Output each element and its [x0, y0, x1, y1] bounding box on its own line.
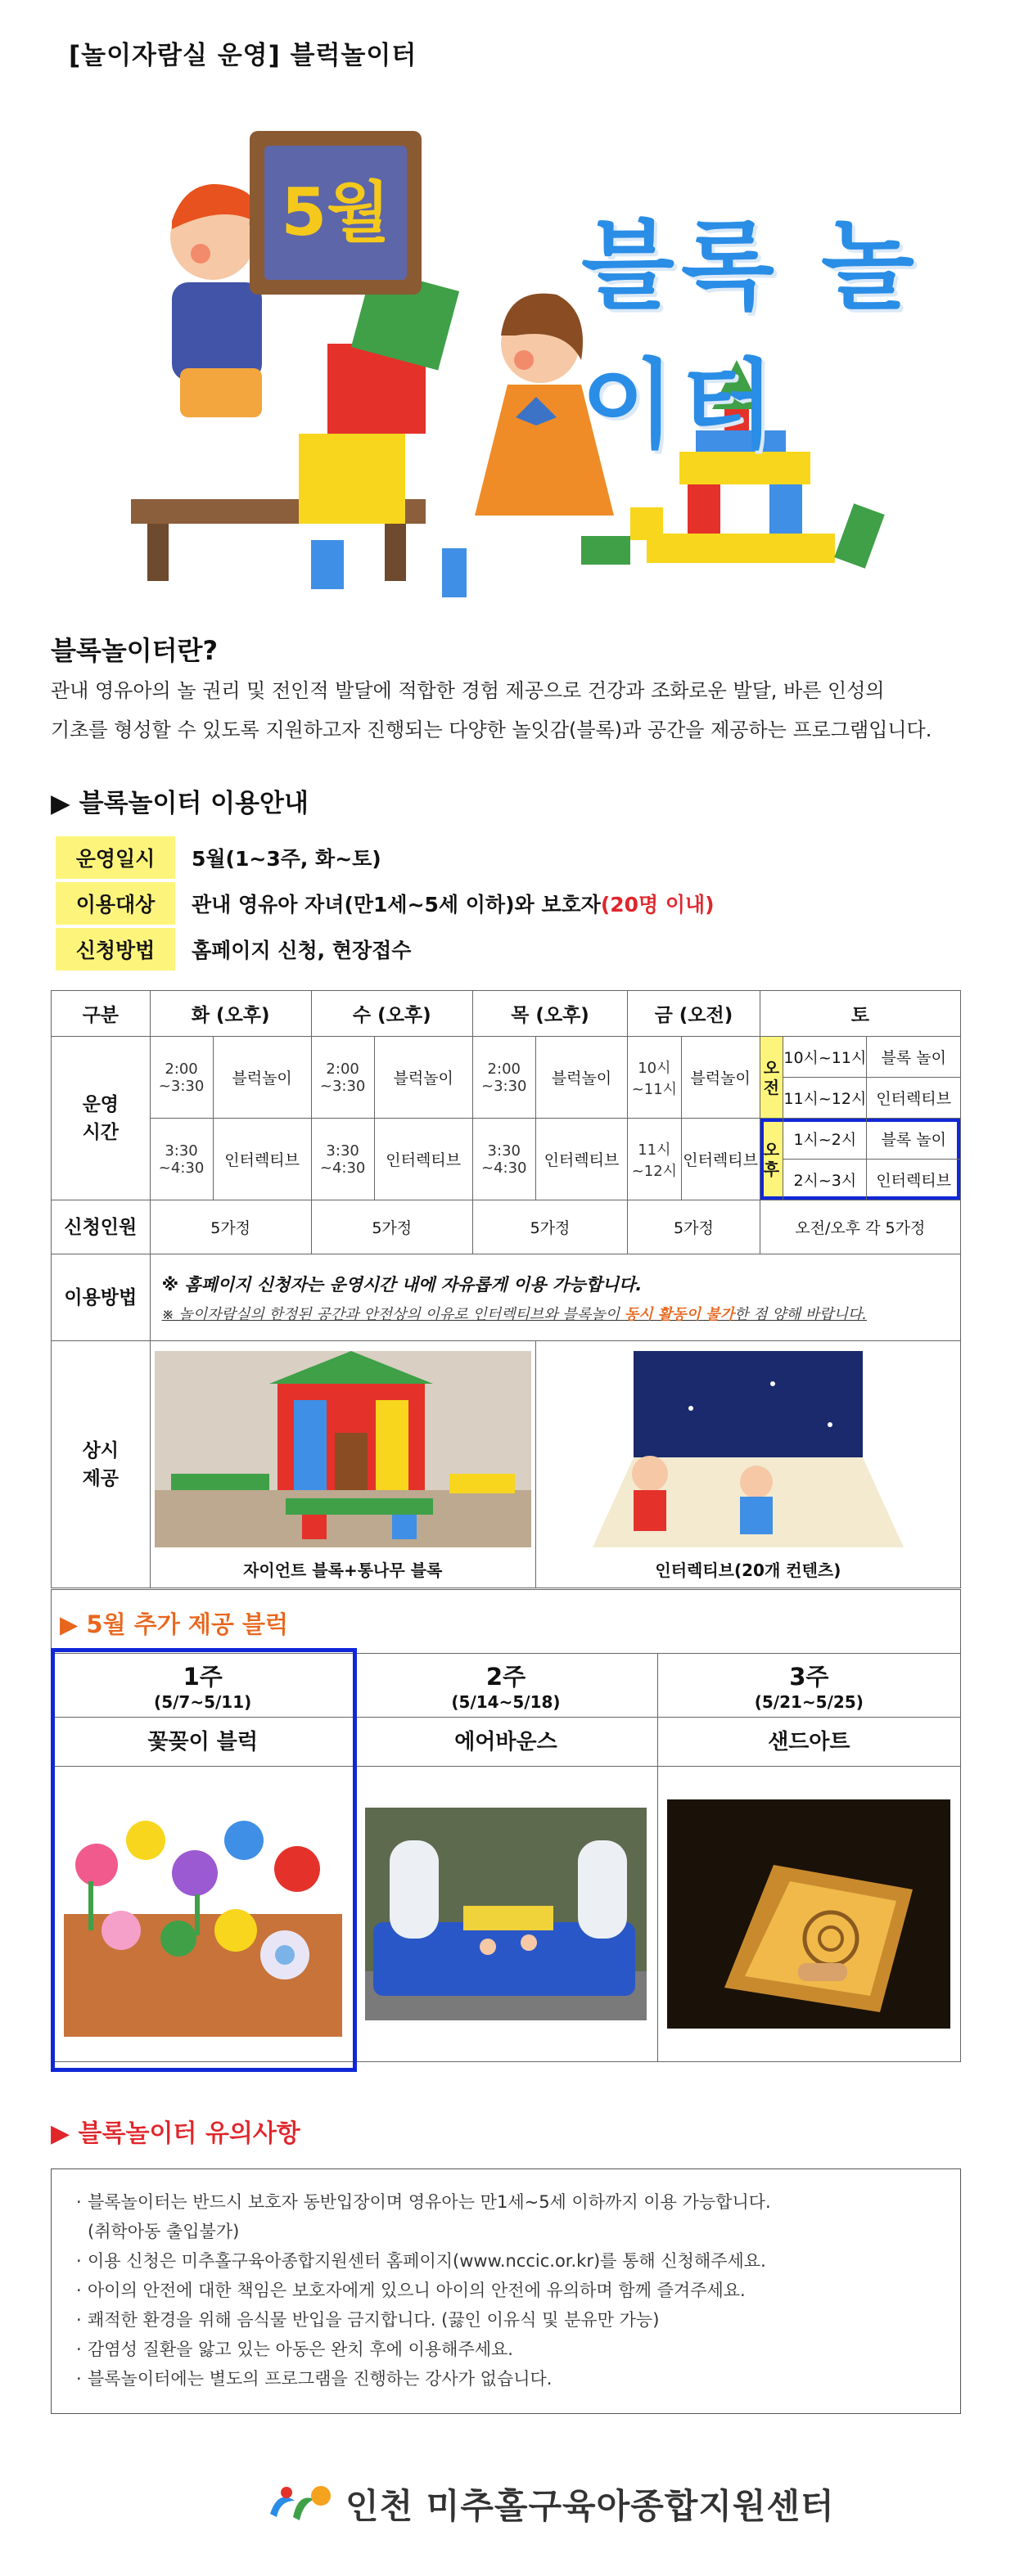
sat-pm-label: 오 후: [760, 1119, 783, 1200]
time-cell: 3:30 ~4:30: [311, 1119, 374, 1200]
row-label-capacity: 신청인원: [52, 1200, 151, 1254]
info-label: 이용대상: [56, 882, 175, 925]
hero-month: 5월: [281, 174, 390, 250]
always-item-caption: 인터렉티브(20개 컨텐츠): [655, 1560, 841, 1580]
capacity-row: [52, 1200, 961, 1254]
air-bounce-photo: [365, 1808, 647, 2020]
month-board: [250, 131, 422, 295]
time-cell: 3:30 ~4:30: [150, 1119, 213, 1200]
activity-cell: 블록 놀이: [867, 1037, 961, 1078]
activity-cell: 인터렉티브: [374, 1119, 472, 1200]
table-header-row: [52, 991, 961, 1037]
hero-title: 블록 놀이터: [581, 209, 922, 462]
week-block-name: 에어바운스: [354, 1718, 656, 1767]
time-cell: 11시~12시: [783, 1078, 867, 1119]
list-item: · 감염성 질환을 앓고 있는 아동은 완치 후에 이용해주세요.: [76, 2340, 513, 2359]
activity-cell: 블럭놀이: [681, 1037, 760, 1119]
table-header: 금 (오전): [628, 991, 760, 1037]
schedule-table: [51, 990, 961, 1588]
capacity-cell: 5가정: [150, 1200, 311, 1254]
activity-cell: 블럭놀이: [213, 1037, 311, 1119]
time-cell: 2:00 ~3:30: [311, 1037, 374, 1119]
center-logo-icon: [262, 2481, 336, 2527]
capacity-cell: 5가정: [472, 1200, 627, 1254]
method-row: [52, 1254, 961, 1341]
always-row: [52, 1341, 961, 1588]
table-header: 목 (오후): [472, 991, 627, 1037]
extra-title: ▶ 5월 추가 제공 블럭: [52, 1590, 960, 1654]
always-item-interactive: [535, 1341, 960, 1588]
time-cell: 2:00 ~3:30: [150, 1037, 213, 1119]
page-title: [놀이자람실 운영] 블럭놀이터: [69, 41, 417, 70]
info-value: 홈페이지 신청, 현장접수: [192, 939, 412, 962]
week-label: 2주: [485, 1663, 526, 1691]
list-item: · 블록놀이터는 반드시 보호자 동반입장이며 영유아는 만1세~5세 이하까지 이용 가능합니다.: [76, 2192, 771, 2212]
table-row: [52, 1037, 961, 1078]
activity-cell: 인터렉티브: [213, 1119, 311, 1200]
table-header: 구분: [52, 991, 151, 1037]
footer: [262, 2479, 835, 2529]
activity-cell: 인터렉티브: [681, 1119, 760, 1200]
info-value: 5월(1~3주, 화~토): [192, 847, 381, 871]
table-row: [52, 1119, 961, 1160]
intro-title: 블록놀이터란?: [51, 635, 219, 666]
week-dates: (5/21~5/25): [658, 1692, 960, 1718]
row-label-always: 상시 제공: [52, 1341, 151, 1588]
intro-text: [51, 671, 968, 750]
week-label: 3주: [789, 1663, 829, 1691]
capacity-note: (20명 이내): [600, 893, 715, 916]
method-note-1: ※ 홈페이지 신청자는 운영시간 내에 자유롭게 이용 가능합니다.: [161, 1274, 643, 1295]
row-label-method: 이용방법: [52, 1254, 151, 1341]
time-cell: 1시~2시: [783, 1119, 867, 1160]
info-label: 신청방법: [56, 928, 175, 971]
sat-am-label: 오 전: [760, 1037, 783, 1119]
notes-title: ▶ 블록놀이터 유의사항: [51, 2119, 300, 2148]
sand-art-photo: [667, 1799, 950, 2029]
info-row-schedule: [56, 836, 381, 879]
list-item: · 아이의 안전에 대한 책임은 보호자에게 있으니 아이의 안전에 유의하며 함께 즐겨주세요.: [76, 2281, 746, 2300]
notes-list: [51, 2168, 961, 2414]
table-header: 토: [760, 991, 960, 1037]
activity-cell: 인터렉티브: [867, 1160, 961, 1200]
activity-cell: 블럭놀이: [374, 1037, 472, 1119]
info-label: 운영일시: [56, 836, 175, 879]
always-item-giant-block: [150, 1341, 535, 1588]
interactive-photo: [593, 1351, 904, 1547]
week-dates: (5/14~5/18): [354, 1692, 656, 1718]
week-dates: (5/7~5/11): [52, 1692, 354, 1718]
capacity-cell: 오전/오후 각 5가정: [760, 1200, 960, 1254]
org-name: 인천 미추홀구육아종합지원센터: [345, 2486, 835, 2526]
info-row-apply: [56, 928, 411, 971]
time-cell: 10시 ~11시: [628, 1037, 681, 1119]
intro-line-2: 기초를 형성할 수 있도록 지원하고자 진행되는 다양한 놀잇감(블록)과 공간을 제공하는 프로그램입니다.: [51, 718, 932, 741]
list-item: (취학아동 출입불가): [88, 2222, 240, 2241]
activity-cell: 블럭놀이: [535, 1037, 627, 1119]
list-item: · 쾌적한 환경을 위해 음식물 반입을 금지합니다. (끓인 이유식 및 분유만 가능): [76, 2310, 660, 2330]
time-cell: 2:00 ~3:30: [472, 1037, 535, 1119]
time-cell: 2시~3시: [783, 1160, 867, 1200]
list-item: · 블록놀이터에는 별도의 프로그램을 진행하는 강사가 없습니다.: [76, 2369, 553, 2389]
week-1-highlight: [51, 1648, 357, 2072]
activity-cell: 인터렉티브: [535, 1119, 627, 1200]
info-value: 관내 영유아 자녀(만1세~5세 이하)와 보호자(20명 이내): [192, 893, 715, 916]
week-2: [354, 1654, 657, 2061]
giant-block-photo: [155, 1351, 531, 1547]
table-header: 화 (오후): [150, 991, 311, 1037]
week-block-name: 꽃꽂이 블럭: [52, 1718, 354, 1767]
method-cell: [150, 1254, 960, 1341]
activity-cell: 인터렉티브: [867, 1078, 961, 1119]
info-row-target: [56, 882, 715, 925]
time-cell: 10시~11시: [783, 1037, 867, 1078]
time-cell: 3:30 ~4:30: [472, 1119, 535, 1200]
week-label: 1주: [183, 1663, 223, 1691]
time-cell: 11시 ~12시: [628, 1119, 681, 1200]
list-item: · 이용 신청은 미추홀구육아종합지원센터 홈페이지(www.nccic.or.kr)를 통해 신청해주세요.: [76, 2251, 766, 2271]
intro-line-1: 관내 영유아의 놀 권리 및 전인적 발달에 적합한 경험 제공으로 건강과 조화로운 발달, 바른 인성의: [51, 679, 885, 702]
table-header: 수 (오후): [311, 991, 472, 1037]
capacity-cell: 5가정: [628, 1200, 760, 1254]
hero-illustration: [123, 123, 941, 614]
always-item-caption: 자이언트 블록+통나무 블록: [243, 1560, 443, 1580]
method-note-2: ※ 놀이자람실의 한정된 공간과 안전상의 이유로 인터렉티브와 블록놀이 동시 활동이 불가한 점 양해 바랍니다.: [161, 1305, 867, 1323]
activity-cell: 블록 놀이: [867, 1119, 961, 1160]
capacity-cell: 5가정: [311, 1200, 472, 1254]
week-block-name: 샌드아트: [658, 1718, 960, 1767]
week-3: [658, 1654, 960, 2061]
row-label-run: 운영 시간: [52, 1037, 151, 1200]
usage-title: ▶ 블록놀이터 이용안내: [51, 789, 309, 818]
